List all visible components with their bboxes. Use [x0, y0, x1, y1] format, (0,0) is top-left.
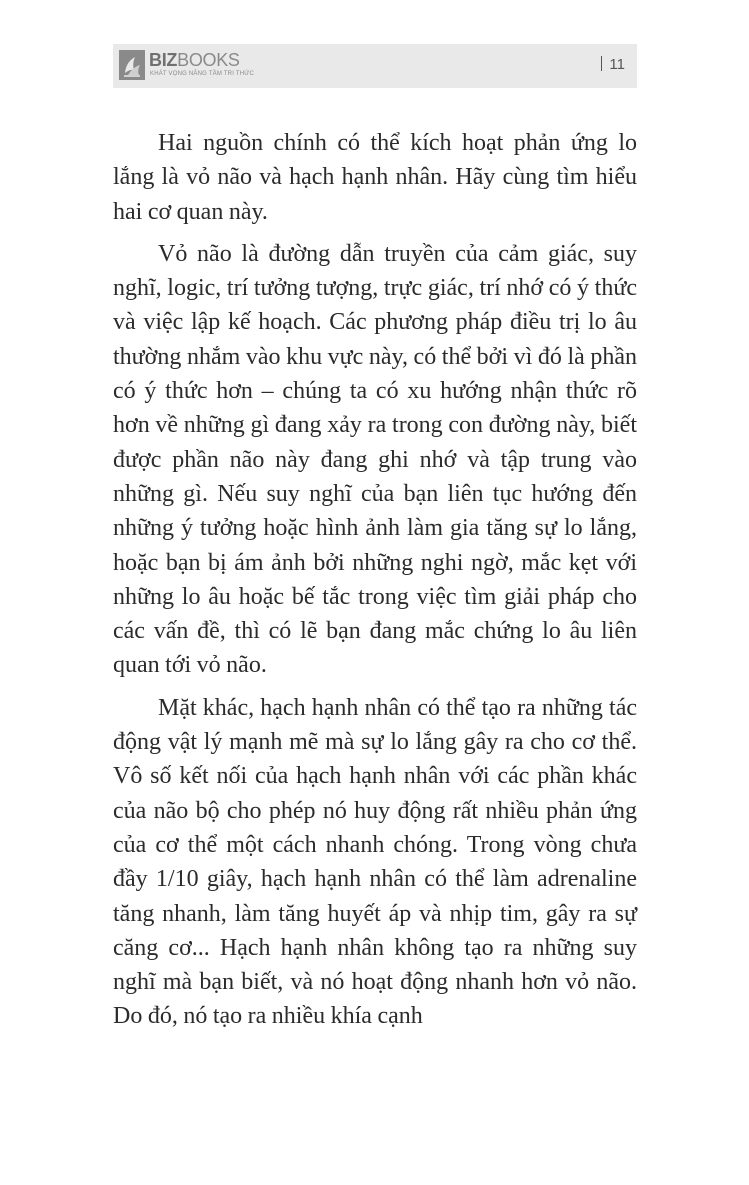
brand-tagline: KHÁT VỌNG NÂNG TẦM TRI THỨC — [150, 71, 255, 77]
running-header — [113, 44, 637, 88]
brand-name-light: BOOKS — [177, 50, 240, 70]
brand-name-bold: BIZ — [149, 50, 178, 70]
page-number: 11 — [609, 56, 625, 73]
paragraph-3: Mặt khác, hạch hạnh nhân có thể tạo ra những tác động vật lý mạnh mẽ mà sự lo lắng gây ra cho cơ thể. Vô số kết nối của hạch hạnh nhân với các phần khác của não bộ cho phép nó huy động rất nhiều phản ứng của cơ thể một cách nhanh chóng. Trong vòng chưa đầy 1/10 giây, hạch hạnh nhân có thể làm adrenaline tăng nhanh, làm tăng huyết áp và nhịp tim, gây ra sự căng cơ... Hạch hạnh nhân không tạo ra những suy nghĩ mà bạn biết, và nó hoạt động nhanh hơn vỏ não. Do đó, nó tạo ra nhiều khía cạnh — [113, 694, 637, 1030]
body-text — [113, 126, 637, 1042]
paragraph-2: Vỏ não là đường dẫn truyền của cảm giác, suy nghĩ, logic, trí tưởng tượng, trực giác, trí nhớ có ý thức và việc lập kế hoạch. Các phương pháp điều trị lo âu thường nhắm vào khu vực này, có thể bởi vì đó là phần có ý thức hơn – chúng ta có xu hướng nhận thức rõ hơn về những gì đang xảy ra trong con đường này, biết được phần não này đang ghi nhớ và tập trung vào những gì. Nếu suy nghĩ của bạn liên tục hướng đến những ý tưởng hoặc hình ảnh làm gia tăng sự lo lắng, hoặc bạn bị ám ảnh bởi những nghi ngờ, mắc kẹt với những lo âu hoặc bế tắc trong việc tìm giải pháp cho các vấn đề, thì có lẽ bạn đang mắc chứng lo âu liên quan tới vỏ não. — [113, 240, 637, 679]
page-number-divider — [601, 56, 602, 71]
brand-logo — [149, 51, 240, 69]
page-number-box — [601, 56, 625, 74]
book-leaf-icon — [119, 50, 145, 80]
paragraph-1: Hai nguồn chính có thể kích hoạt phản ứng lo lắng là vỏ não và hạch hạnh nhân. Hãy cùng tìm hiểu hai cơ quan này. — [113, 130, 637, 225]
